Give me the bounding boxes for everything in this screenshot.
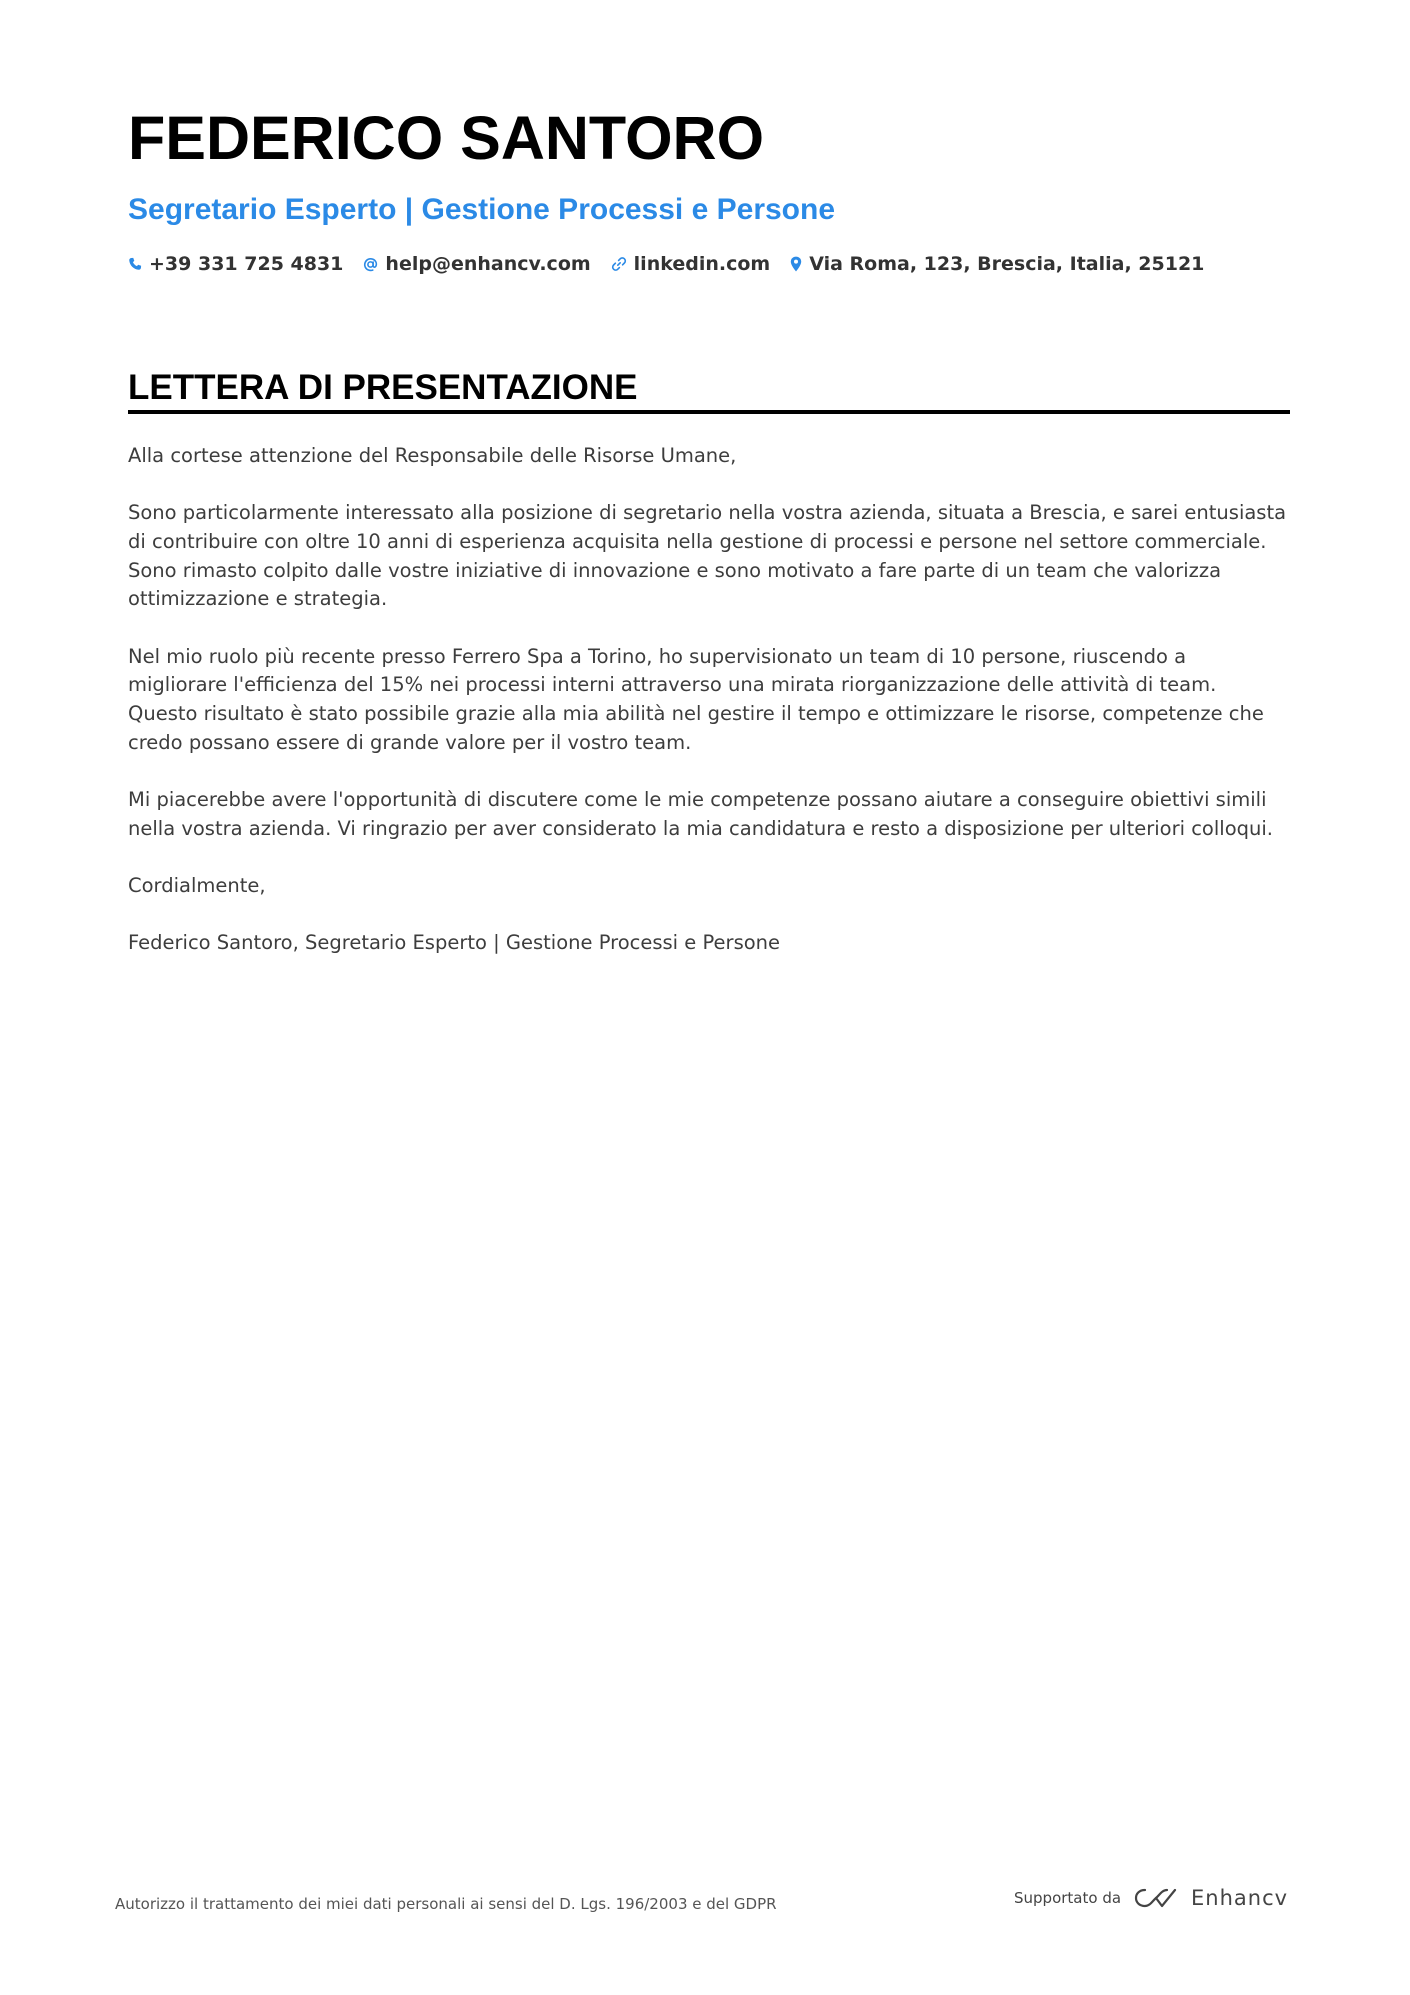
contact-phone[interactable] (128, 253, 343, 275)
letter-salutation: Alla cortese attenzione del Responsabile delle Risorse Umane, (128, 444, 737, 467)
contact-linkedin[interactable] (611, 253, 771, 275)
phone-number: +39 331 725 4831 (149, 253, 344, 275)
candidate-headline: Segretario Esperto | Gestione Processi e Persone (128, 193, 836, 226)
powered-by[interactable] (1014, 1886, 1288, 1910)
contact-email[interactable] (363, 253, 590, 275)
powered-by-label: Supportato da (1014, 1889, 1122, 1907)
address-text: Via Roma, 123, Brescia, Italia, 25121 (809, 253, 1205, 275)
section-divider (128, 410, 1290, 414)
letter-signature: Federico Santoro, Segretario Esperto | Gestione Processi e Persone (128, 931, 781, 955)
email-address: help@enhancv.com (385, 253, 591, 275)
letter-paragraph: Mi piacerebbe avere l'opportunità di discutere come le mie competenze possano aiutare a conseguire obiettivi simili nella vostra azienda. Vi ringrazio per aver considerato la mia candidatura e resto a disposizione per ulteriori colloqui. (128, 788, 1273, 840)
at-icon (363, 257, 378, 272)
contact-address (790, 253, 1204, 275)
location-pin-icon (790, 256, 802, 272)
contact-bar (128, 253, 1224, 275)
link-icon (611, 256, 627, 272)
letter-body (128, 442, 1290, 987)
letter-paragraph: Nel mio ruolo più recente presso Ferrero Spa a Torino, ho supervisionato un team di 10 persone, riuscendo a migliorare l'efficienza del 15% nei processi interni attraverso una mirata riorganizzazione delle attività di team. Questo risultato è stato possibile grazie alla mia abilità nel gestire il tempo e ottimizzare le risorse, competenze che credo possano essere di grande valore per il vostro team. (128, 644, 1264, 754)
letter-paragraph: Sono particolarmente interessato alla posizione di segretario nella vostra azienda, situata a Brescia, e sarei entusiasta di contribuire con oltre 10 anni di esperienza acquisita nella gestione di processi e persone nel settore commerciale. Sono rimasto colpito dalle vostre iniziative di innovazione e sono motivato a fare parte di un team che valorizza ottimizzazione e strategia. (128, 501, 1287, 611)
brand-name: Enhancv (1191, 1886, 1289, 1910)
phone-icon (128, 257, 142, 271)
candidate-name: FEDERICO SANTORO (128, 104, 765, 172)
privacy-consent: Autorizzo il trattamento dei miei dati personali ai sensi del D. Lgs. 196/2003 e del GDPR (115, 1895, 777, 1913)
letter-closing: Cordialmente, (128, 874, 266, 898)
linkedin-link: linkedin.com (633, 253, 771, 275)
section-title: LETTERA DI PRESENTAZIONE (128, 368, 638, 407)
enhancv-logo-icon (1133, 1886, 1179, 1910)
